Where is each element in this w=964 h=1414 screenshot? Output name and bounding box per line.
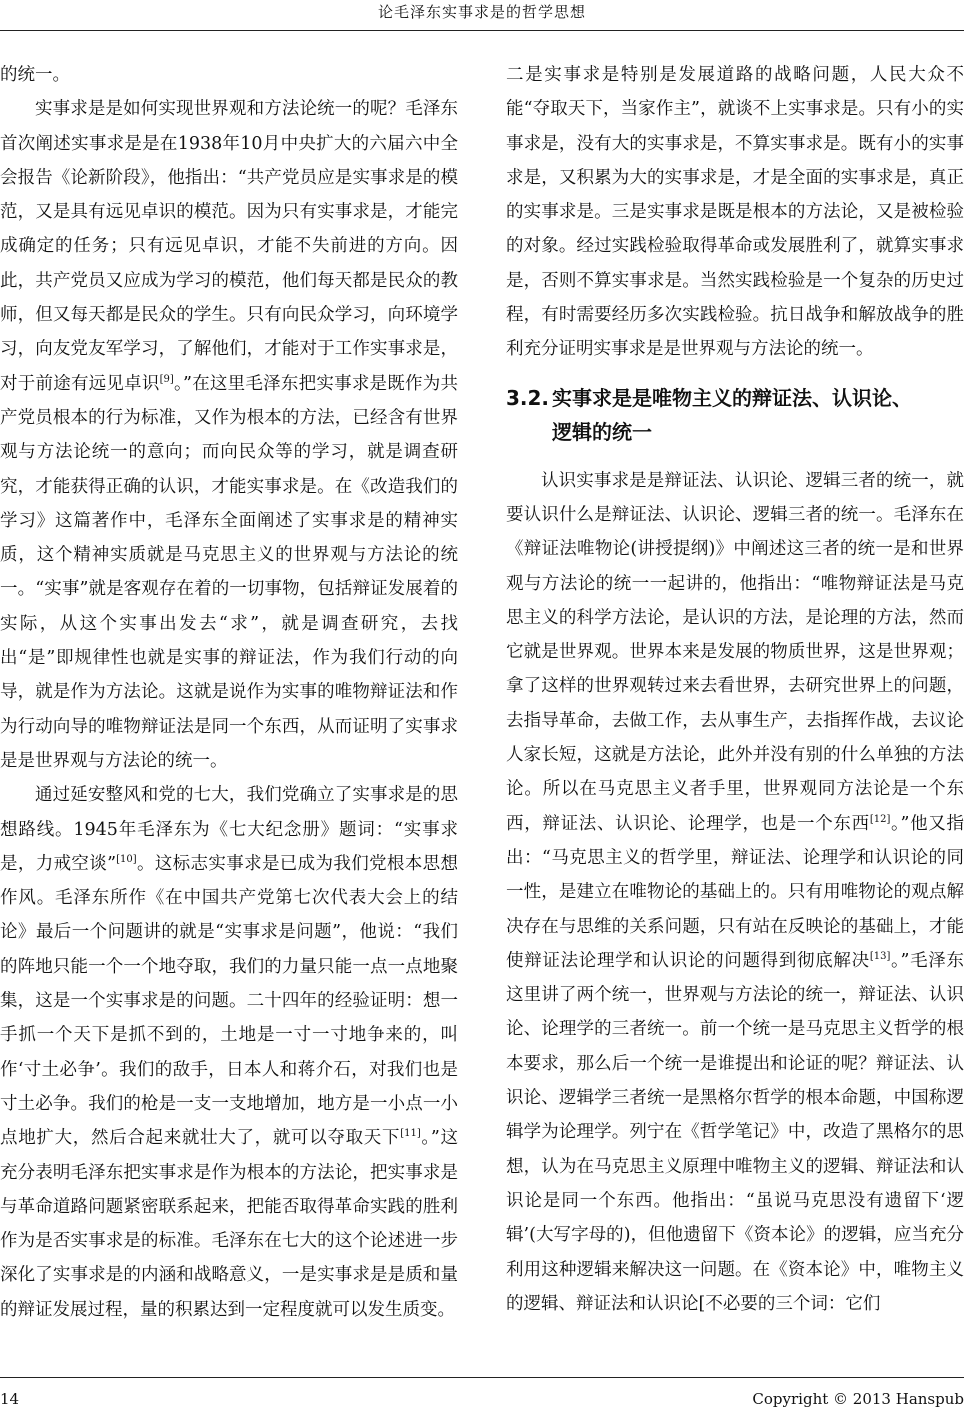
paragraph-text: 。”他又指出：“马克思主义的哲学里，辩证法、论理学和认识论的同一性，是建立在唯物论的基础上的。只有用唯物论的观点解决存在与思维的关系问题，只有站在反映论的基础上，才能使辩证法论理学和认识论的问题得到彻底解决: [506, 813, 964, 971]
citation-ref: [11]: [400, 1128, 421, 1140]
paragraph-text: 。”毛泽东这里讲了两个统一，世界观与方法论的统一，辩证法、认识论、论理学的三者统一。前一个统一是马克思主义哲学的根本要求，那么后一个统一是谁提出和论证的呢？辩证法、认识论、逻辑学三者统一是黑格尔哲学的根本命题，中国称逻辑学为论理学。列宁在《哲学笔记》中，改造了黑格尔的思想，认为在马克思主义原理中唯物主义的逻辑、辩证法和认识论是同一个东西。他指出：“虽说马克思没有遗留下‘逻辑’(大写字母的)，但他遗留下《资本论》的逻辑，应当充分利用这种逻辑来解决这一问题。在《资本论》中，唯物主义的逻辑、辩证法和认识论[不必要的三个词：它们: [506, 950, 964, 1314]
citation-ref: [10]: [116, 853, 137, 865]
paragraph-text: 认识实事求是是辩证法、认识论、逻辑三者的统一，就要认识什么是辩证法、认识论、逻辑三者的统一。毛泽东在《辩证法唯物论(讲授提纲)》中阐述这三者的统一是和世界观与方法论的统一一起讲的，他指出：“唯物辩证法是马克思主义的科学方法论，是认识的方法，是论理的方法，然而它就是世界观。世界本来是发展的物质世界，这是世界观；拿了这样的世界观转过来去看世界，去研究世界上的问题，去指导革命，去做工作，去从事生产，去指挥作战，去议论人家长短，这就是方法论，此外并没有别的什么单独的方法论。所以在马克思主义者手里，世界观同方法论是一个东西，辩证法、认识论、论理学，也是一个东西: [506, 470, 964, 834]
citation-ref: [12]: [869, 813, 891, 825]
paragraph: [506, 464, 964, 1321]
paragraph-continuation: 二是实事求是特别是发展道路的战略问题，人民大众不能“夺取天下，当家作主”，就谈不上实事求是。只有小的实事求是，没有大的实事求是，不算实事求是。既有小的实事求是，又积累为大的实事求是，才是全面的实事求是，真正的实事求是。三是实事求是既是根本的方法论，又是被检验的对象。经过实践检验取得革命或发展胜利了，就算实事求是，否则不算实事求是。当然实践检验是一个复杂的历史过程，有时需要经历多次实践检验。抗日战争和解放战争的胜利充分证明实事求是是世界观与方法论的统一。: [506, 65, 964, 360]
section-title-line: 实事求是是唯物主义的辩证法、认识论、: [552, 385, 912, 410]
section-heading: [506, 381, 964, 449]
paragraph-continuation: 的统一。: [0, 65, 70, 85]
paragraph-text: 。”这充分表明毛泽东把实事求是作为根本的方法论，把实事求是与革命道路问题紧密联系起来，把能否取得革命实践的胜利作为是否实事求是的标准。毛泽东在七大的这个论述进一步深化了实事求是的内涵和战略意义，一是实事求是是质和量的辩证发展过程，量的积累达到一定程度就可以发生质变。: [0, 1128, 459, 1320]
right-column: [506, 58, 964, 1321]
left-column: [0, 58, 458, 1327]
paragraph-text: 实事求是是如何实现世界观和方法论统一的呢？毛泽东首次阐述实事求是是在1938年10月中央扩大的六届六中全会报告《论新阶段》，他指出：“共产党员应是实事求是的模范，又是具有远见卓识的模范。因为只有实事求是，才能完成确定的任务；只有远见卓识，才能不失前进的方向。因此，共产党员又应成为学习的模范，他们每天都是民众的教师，但又每天都是民众的学生。只有向民众学习，向环境学习，向友党友军学习，了解他们，才能对于工作实事求是，对于前途有远见卓识: [0, 99, 458, 394]
footer-rule: [0, 1377, 964, 1378]
paragraph-text: 通过延安整风和党的七大，我们党确立了实事求是的思想路线。1945年毛泽东为《七大纪念册》题词：“实事求是，力戒空谈”: [0, 785, 458, 874]
header-rule: [0, 30, 964, 31]
citation-ref: [13]: [869, 950, 891, 962]
citation-ref: [9]: [159, 373, 174, 385]
paragraph: [0, 92, 458, 778]
paragraph-text: 。这标志实事求是已成为我们党根本思想作风。毛泽东所作《在中国共产党第七次代表大会上的结论》最后一个问题讲的就是“实事求是问题”，他说：“我们的阵地只能一个一个地夺取，我们的力量只能一点一点地聚集，这是一个实事求是的问题。二十四年的经验证明：想一手抓一个天下是抓不到的，土地是一寸一寸地争来的，叫作‘寸土必争’。我们的敌手，日本人和蒋介石，对我们也是寸土必争。我们的枪是一支一支地增加，地方是一小点一小点地扩大，然后合起来就壮大了，就可以夺取天下: [0, 853, 458, 1149]
section-title-line: 逻辑的统一: [552, 419, 652, 444]
section-number: 3.2.: [506, 385, 550, 410]
running-header: 论毛泽东实事求是的哲学思想: [377, 3, 586, 21]
page-number: 14: [0, 1390, 20, 1408]
copyright-notice: Copyright © 2013 Hanspub: [752, 1390, 964, 1408]
section-title: [552, 381, 964, 449]
paragraph-text: 。”在这里毛泽东把实事求是既作为共产党员根本的行为标准，又作为根本的方法，已经含有世界观与方法论统一的意向；而向民众等的学习，就是调查研究，才能获得正确的认识，才能实事求是。在《改造我们的学习》这篇著作中，毛泽东全面阐述了实事求是的精神实质，这个精神实质就是马克思主义的世界观与方法论的统一。“实事”就是客观存在着的一切事物，包括辩证发展着的实际，从这个实事出发去“求”，就是调查研究，去找出“是”即规律性也就是实事的辩证法，作为我们行动的向导，就是作为方法论。这就是说作为实事的唯物辩证法和作为行动向导的唯物辩证法是同一个东西，从而证明了实事求是是世界观与方法论的统一。: [0, 373, 458, 771]
paragraph: [0, 778, 458, 1327]
